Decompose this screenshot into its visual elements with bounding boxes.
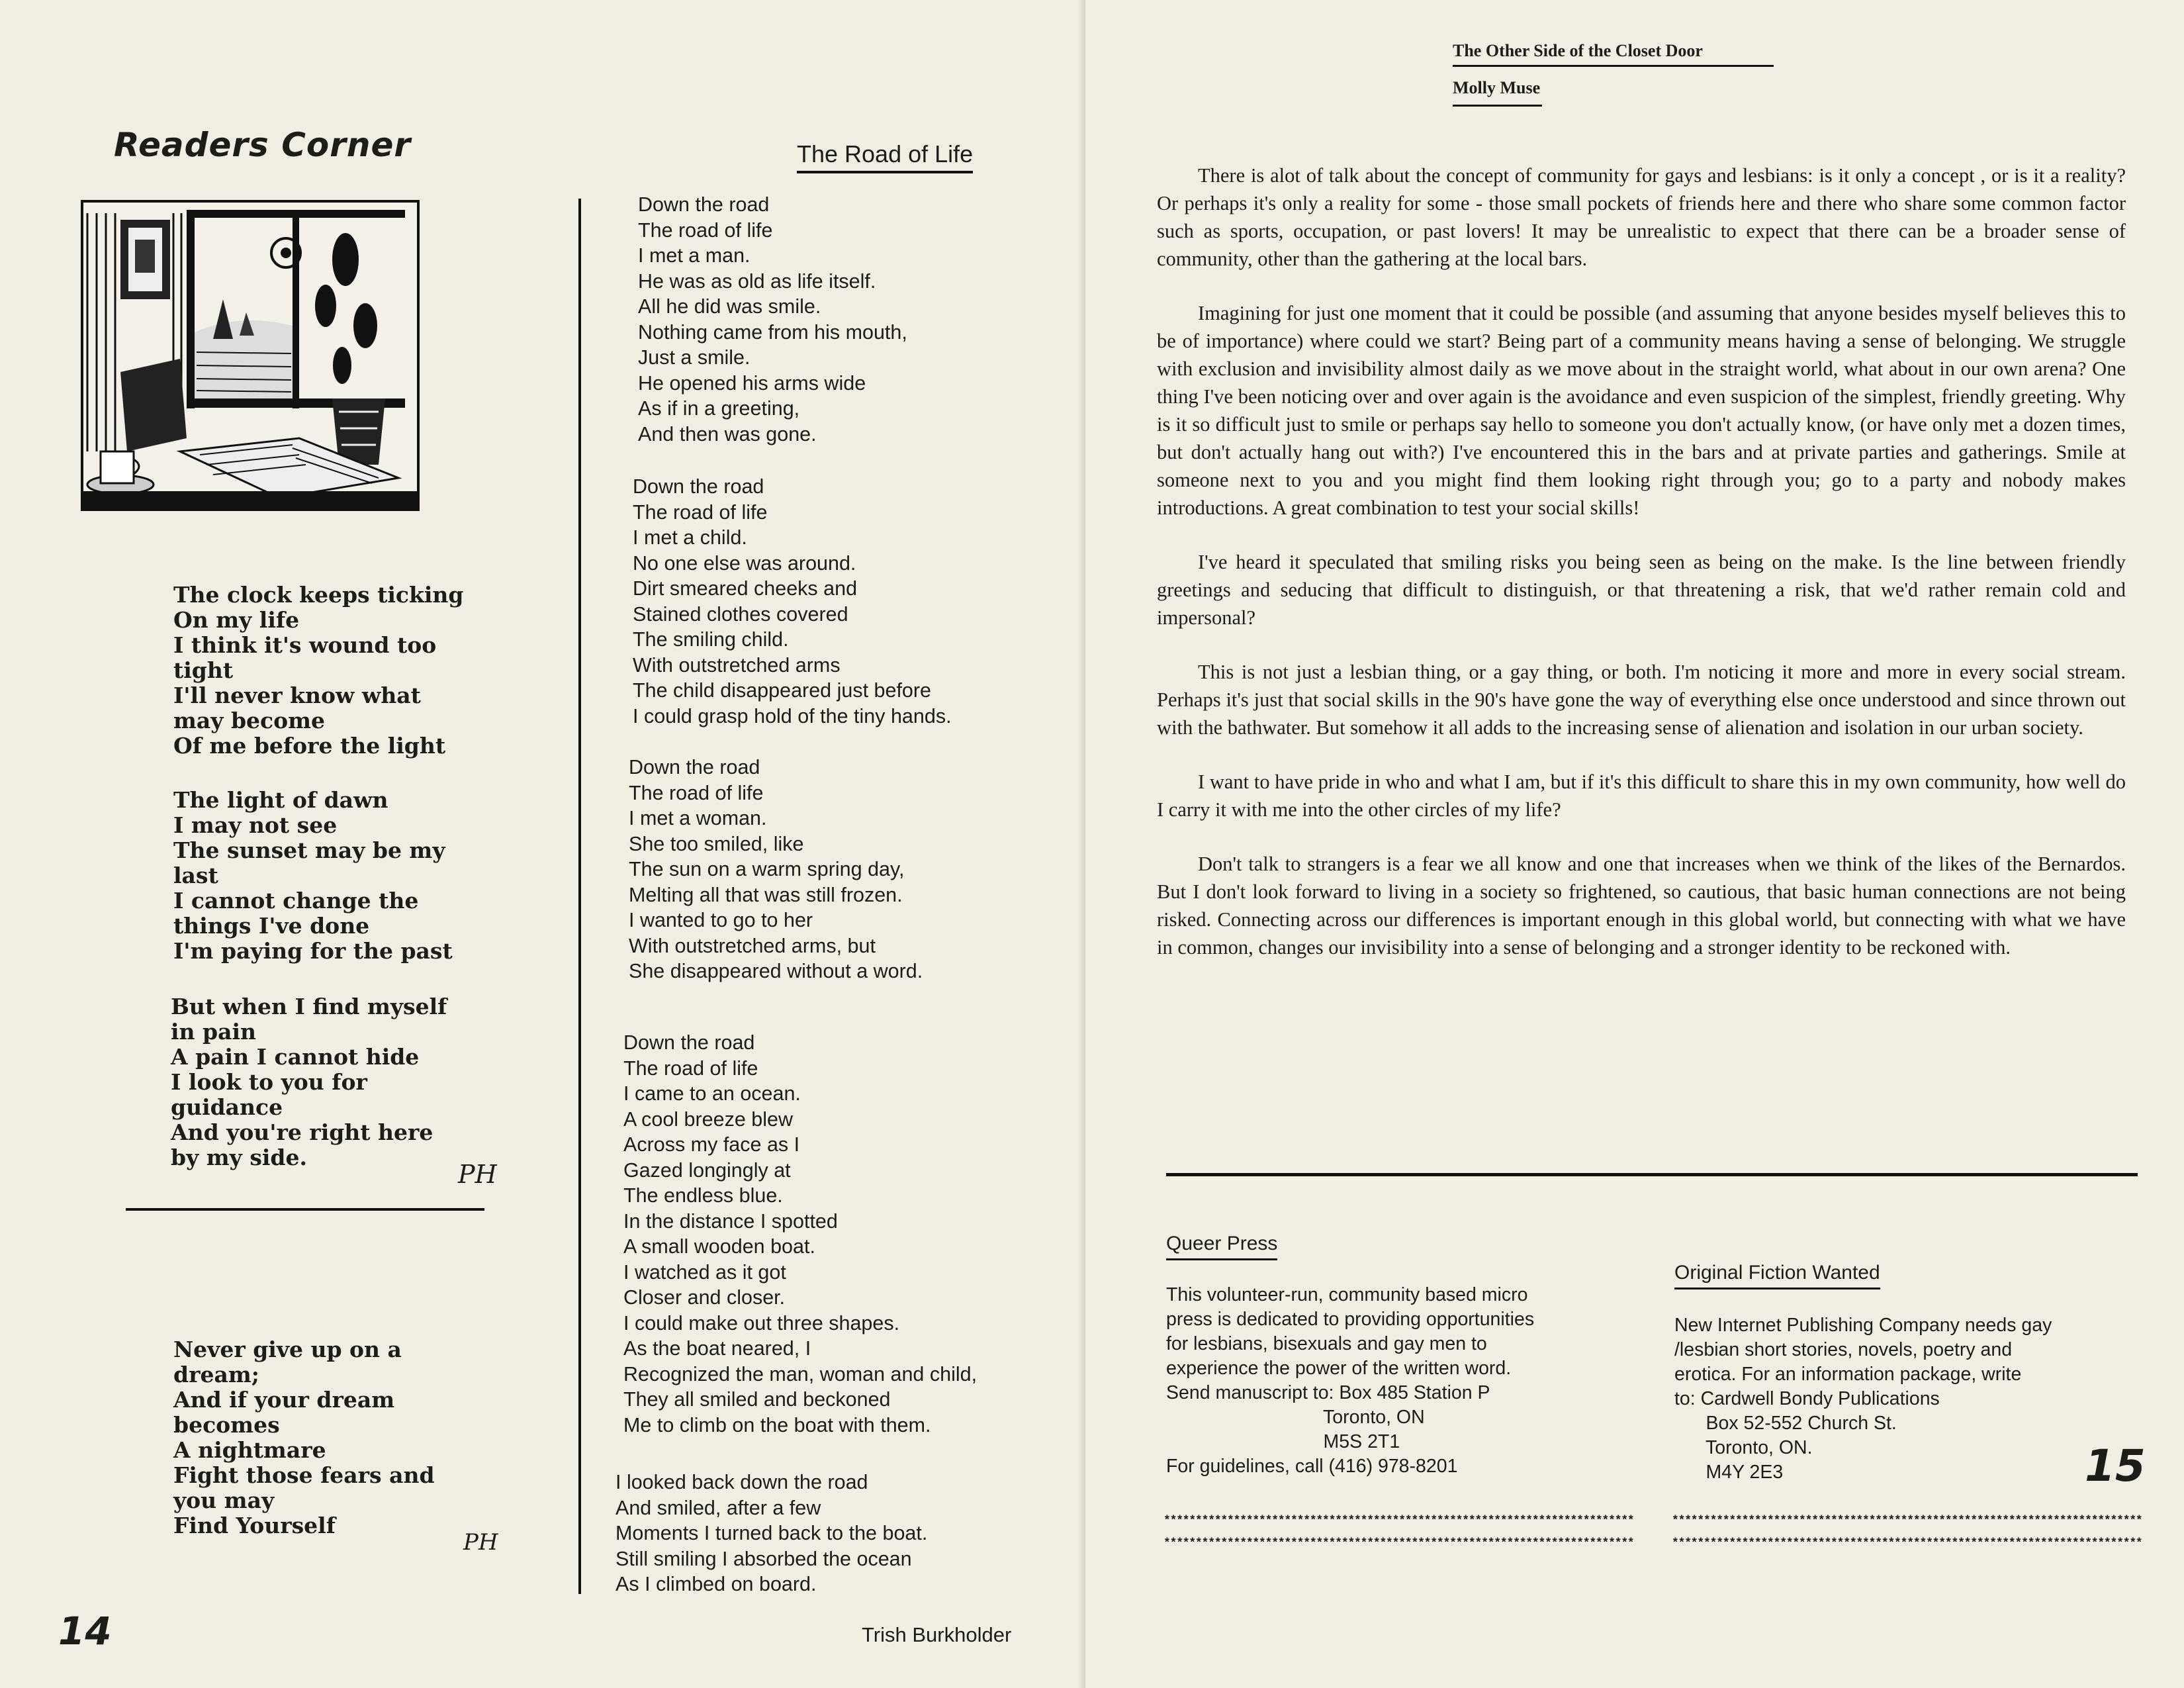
paragraph-2: Imagining for just one moment that it could be possible (and assuming that anyone besides myself believes this to be of importance) where could we start? Being part of a community means having a sense of belonging. We struggle with exclusion and invisibility almost daily as we move about in the straight world, what about in our own arena? One thing I've been noticing over and over again is the avoidance and even suspicion of the simplest, friendly greeting. Why is it so difficult just to smile or perhaps say hello to someone you don't actually know, (or have only met a dozen times, but don't actually hang out with?) I've encountered this in the bars and at private parties and gatherings. Smile at someone next to you and you might find them looking right through you; go to a party and nobody makes introductions. A great combination to test your social skills! [1157,302,2126,519]
left-page [0,0,1085,1688]
column-rule [578,199,581,1594]
page-number-left: 14 [58,1609,112,1654]
page-number-right: 15 [2085,1440,2146,1491]
article-author: Molly Muse [1453,78,1541,97]
title-underline [1453,65,1774,67]
poem-two-initials: PH [463,1529,498,1556]
poem-one-stanza-1: The clock keeps ticking On my life I think it's wound too tight I'll never know what may become Of me before the light [173,582,464,759]
poem-two: Never give up on a dream; And if your dream becomes A nightmare Fight those fears and you may Find Yourself [173,1336,435,1538]
ad-queer-press-title: Queer Press [1166,1233,1277,1260]
road-of-life-title: The Road of Life [797,140,973,173]
section-title: Readers Corner [114,126,412,164]
paragraph-3: I've heard it speculated that smiling risks you being seen as being on the make. Is the line between friendly greetings and seducing that difficult to distinguish, or that threatening a risk, that we'd rather remain cold and impersonal? [1157,551,2126,629]
road-author: Trish Burkholder [862,1623,1012,1646]
poem-one-initials: PH [458,1160,497,1189]
road-stanza-5: I looked back down the road And smiled, after a few Moments I turned back to the boat. Still smiling I absorbed the ocean As I climbed on board. [615,1471,928,1595]
author-underline [1453,105,1542,107]
paragraph-1: There is alot of talk about the concept of community for gays and lesbians: is it only a concept , or is it a reality? Or perhaps it's only a reality for some - those small pockets of friends here and there who share some common factor such as sports, occupation, or past lovers! It may be unrealistic to expect that there can be a broader sense of community, other than the gathering at the local bars. [1157,164,2126,270]
paragraph-5: I want to have pride in who and what I am, but if it's this difficult to share this in my own community, how well do I carry it with me into the other circles of my life? [1157,771,2126,821]
poem-one-stanza-3: But when I find myself in pain A pain I cannot hide I look to you for guidance And you're right here by my side. [171,994,447,1170]
article-end-rule [1166,1173,2138,1176]
paragraph-4: This is not just a lesbian thing, or a gay thing, or both. I'm noticing it more and more in every social stream. Perhaps it's just that social skills in the 90's have gone the way of everything else once understood and since thrown out with the bathwater. But somehow it all adds to the increasing sense of alienation and isolation in our urban society. [1157,661,2126,739]
article-body [1157,162,2126,988]
road-stanza-3: Down the road The road of life I met a woman. She too smiled, like The sun on a warm spring day, Melting all that was still frozen. I wanted to go to her With outstretched arms, but She disappeared without a word. [629,756,923,982]
woodcut-illustration [81,200,420,511]
poem-one-stanza-2: The light of dawn I may not see The sunset may be my last I cannot change the things I've done I'm paying for the past [173,787,453,964]
star-divider: ************************************************************************** [1672,1537,2142,1550]
star-divider: ************************************************************************** [1163,1537,1634,1550]
right-page [1085,0,2184,1688]
ad-queer-press-body: This volunteer-run, community based micro press is dedicated to providing opportunities for lesbians, bisexuals and gay men to experience the power of the written word. Send manuscript to: Box 485 Station P Toronto, ON M5S 2T1 For guidelines, call (416) 978-8201 [1166,1284,1535,1477]
star-divider: ************************************************************************** [1163,1515,1634,1528]
paragraph-6: Don't talk to strangers is a fear we all know and one that increases when we think of the likes of the Bernardos. But I don't look forward to living in a society so frightened, so cautious, that basic human connections are not being risked. Connecting across our differences is important enough in this global world, but connecting with what we have in common, changes our invisibility into a sense of belonging and a stronger identity to be reckoned with. [1157,853,2126,959]
ad-fiction-title: Original Fiction Wanted [1674,1262,1880,1289]
road-stanza-4: Down the road The road of life I came to an ocean. A cool breeze blew Across my face as I Gazed longingly at The endless blue. In the distance I spotted A small wooden boat. I watched as it got Closer and closer. I could make out three shapes. As the boat neared, I Recognized the man, woman and child, They all smiled and beckoned Me to climb on the boat with them. [623,1031,978,1436]
article-title: The Other Side of the Closet Door [1453,41,1703,60]
ad-fiction-body: New Internet Publishing Company needs gay /lesbian short stories, novels, poetry and erotica. For an information package, write to: Cardwell Bondy Publications Box 52-552 Church St. Toronto, ON. M4Y 2E3 [1674,1315,2052,1483]
poem-divider [126,1208,484,1211]
star-divider: ************************************************************************** [1672,1515,2142,1528]
road-stanza-2: Down the road The road of life I met a child. No one else was around. Dirt smeared cheeks and Stained clothes covered The smiling child. With outstretched arms The child disappeared just before I could grasp hold of the tiny hands. [633,475,952,727]
road-stanza-1: Down the road The road of life I met a man. He was as old as life itself. All he did was smile. Nothing came from his mouth, Just a smile. He opened his arms wide As if in a greeting, And then was gone. [638,193,907,445]
